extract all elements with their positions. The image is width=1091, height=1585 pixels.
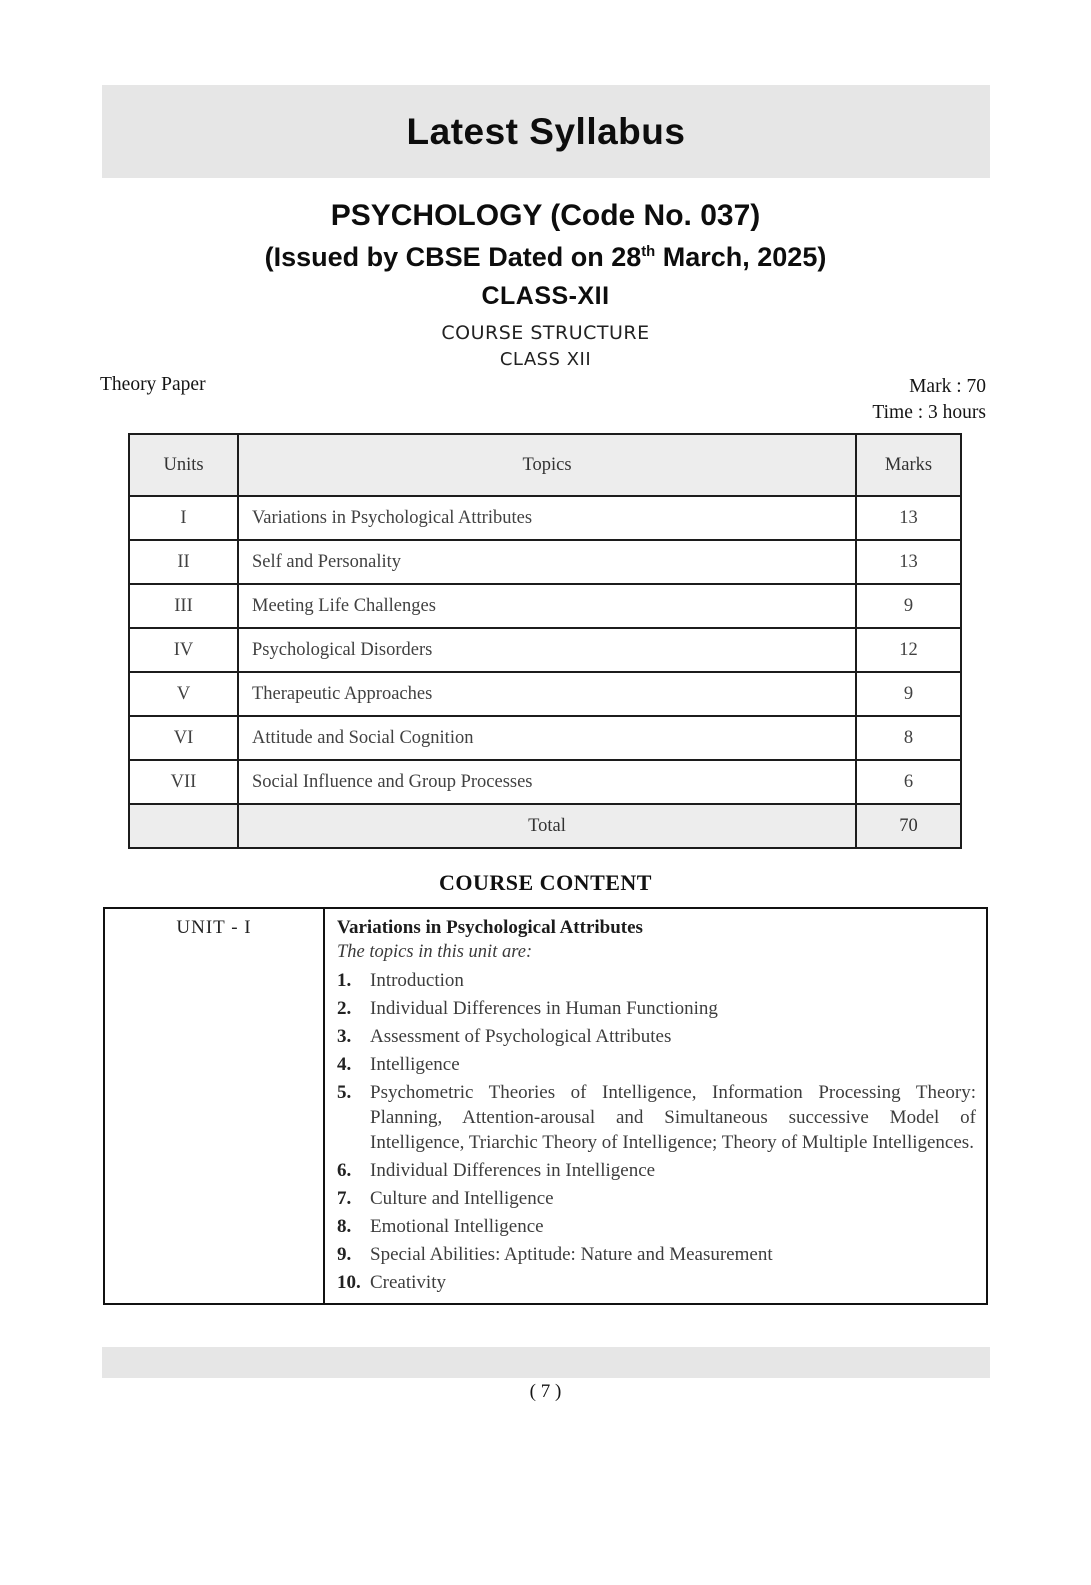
item-text: Creativity: [370, 1272, 446, 1293]
item-number: 7.: [337, 1188, 352, 1209]
marks-cell: 8: [856, 716, 961, 760]
subject-title: PSYCHOLOGY (Code No. 037): [330, 199, 761, 232]
item-number: 6.: [337, 1160, 352, 1181]
topic-cell: Meeting Life Challenges: [238, 584, 856, 628]
unit-title: Variations in Psychological Attributes: [337, 917, 643, 938]
topic-list: [337, 968, 978, 1295]
time-label: Time : 3 hours: [872, 402, 986, 423]
issued-suffix: March, 2025): [655, 242, 827, 272]
list-item: [337, 1270, 978, 1295]
unit-intro: The topics in this unit are:: [337, 942, 533, 962]
marks-cell: 13: [856, 496, 961, 540]
table-row: [129, 672, 961, 716]
unit-cell: V: [129, 672, 238, 716]
course-content-table: [103, 907, 988, 1305]
item-text: Psychometric Theories of Intelligence, Information Processing Theory: Planning, Attention-arousal and Simultaneous successive Model of Intelligence, Triarchic Theory of Intelligence; Theory of Multiple Intelligences.: [370, 1082, 976, 1153]
topics-column-header: Topics: [238, 434, 856, 496]
syllabus-banner: [102, 85, 990, 178]
marks-cell: 6: [856, 760, 961, 804]
topic-cell: Variations in Psychological Attributes: [238, 496, 856, 540]
unit-cell: II: [129, 540, 238, 584]
paper-meta-row: [100, 374, 986, 426]
topic-cell: Therapeutic Approaches: [238, 672, 856, 716]
list-item: [337, 1158, 978, 1183]
item-number: 3.: [337, 1026, 352, 1047]
item-number: 1.: [337, 970, 352, 991]
banner-title: Latest Syllabus: [406, 110, 686, 152]
item-number: 10.: [337, 1272, 361, 1293]
marks-column-header: Marks: [856, 434, 961, 496]
item-number: 2.: [337, 998, 352, 1019]
item-number: 4.: [337, 1054, 352, 1075]
list-item: [337, 1024, 978, 1049]
topic-cell: Attitude and Social Cognition: [238, 716, 856, 760]
marks-cell: 12: [856, 628, 961, 672]
item-text: Assessment of Psychological Attributes: [370, 1026, 672, 1047]
item-text: Culture and Intelligence: [370, 1188, 554, 1209]
list-item: [337, 1052, 978, 1077]
unit-label-cell: UNIT - I: [105, 909, 325, 1303]
table-row: [129, 716, 961, 760]
unit-cell: VI: [129, 716, 238, 760]
marks-cell: 9: [856, 584, 961, 628]
class-subheading: CLASS XII: [499, 349, 592, 370]
item-text: Special Abilities: Aptitude: Nature and Measurement: [370, 1244, 773, 1265]
unit-cell: IV: [129, 628, 238, 672]
table-row: [129, 584, 961, 628]
item-text: Intelligence: [370, 1054, 460, 1075]
issued-line: [0, 242, 1091, 273]
page-number: ( 7 ): [529, 1381, 562, 1402]
list-item: [337, 1080, 978, 1155]
list-item: [337, 1186, 978, 1211]
units-column-header: Units: [129, 434, 238, 496]
total-empty-cell: [129, 804, 238, 848]
item-text: Individual Differences in Intelligence: [370, 1160, 656, 1181]
unit-cell: I: [129, 496, 238, 540]
item-number: 8.: [337, 1216, 352, 1237]
topic-cell: Self and Personality: [238, 540, 856, 584]
marks-table: [128, 433, 962, 849]
footer-divider-bar: [102, 1347, 990, 1378]
table-row: [129, 540, 961, 584]
unit-cell: VII: [129, 760, 238, 804]
marks-cell: 13: [856, 540, 961, 584]
class-heading: CLASS-XII: [481, 282, 610, 310]
issued-superscript: th: [641, 244, 656, 260]
item-number: 5.: [337, 1082, 352, 1103]
course-content-heading: COURSE CONTENT: [439, 870, 652, 895]
marks-cell: 9: [856, 672, 961, 716]
list-item: [337, 996, 978, 1021]
topic-cell: Social Influence and Group Processes: [238, 760, 856, 804]
item-text: Introduction: [370, 970, 464, 991]
topic-cell: Psychological Disorders: [238, 628, 856, 672]
theory-paper-label: Theory Paper: [100, 374, 206, 395]
marks-table-header-row: [129, 434, 961, 496]
marks-time-block: [872, 374, 986, 426]
mark-label: Mark : 70: [909, 376, 986, 397]
issued-prefix: (Issued by CBSE Dated on 28: [264, 242, 642, 272]
list-item: [337, 1242, 978, 1267]
course-structure-heading: COURSE STRUCTURE: [441, 322, 650, 344]
unit-content-cell: [325, 909, 986, 1303]
total-row: [129, 804, 961, 848]
list-item: [337, 1214, 978, 1239]
table-row: [129, 628, 961, 672]
item-number: 9.: [337, 1244, 352, 1265]
table-row: [129, 496, 961, 540]
unit-cell: III: [129, 584, 238, 628]
total-value-cell: 70: [856, 804, 961, 848]
item-text: Emotional Intelligence: [370, 1216, 544, 1237]
list-item: [337, 968, 978, 993]
total-label-cell: Total: [238, 804, 856, 848]
item-text: Individual Differences in Human Functioning: [370, 998, 718, 1019]
table-row: [129, 760, 961, 804]
